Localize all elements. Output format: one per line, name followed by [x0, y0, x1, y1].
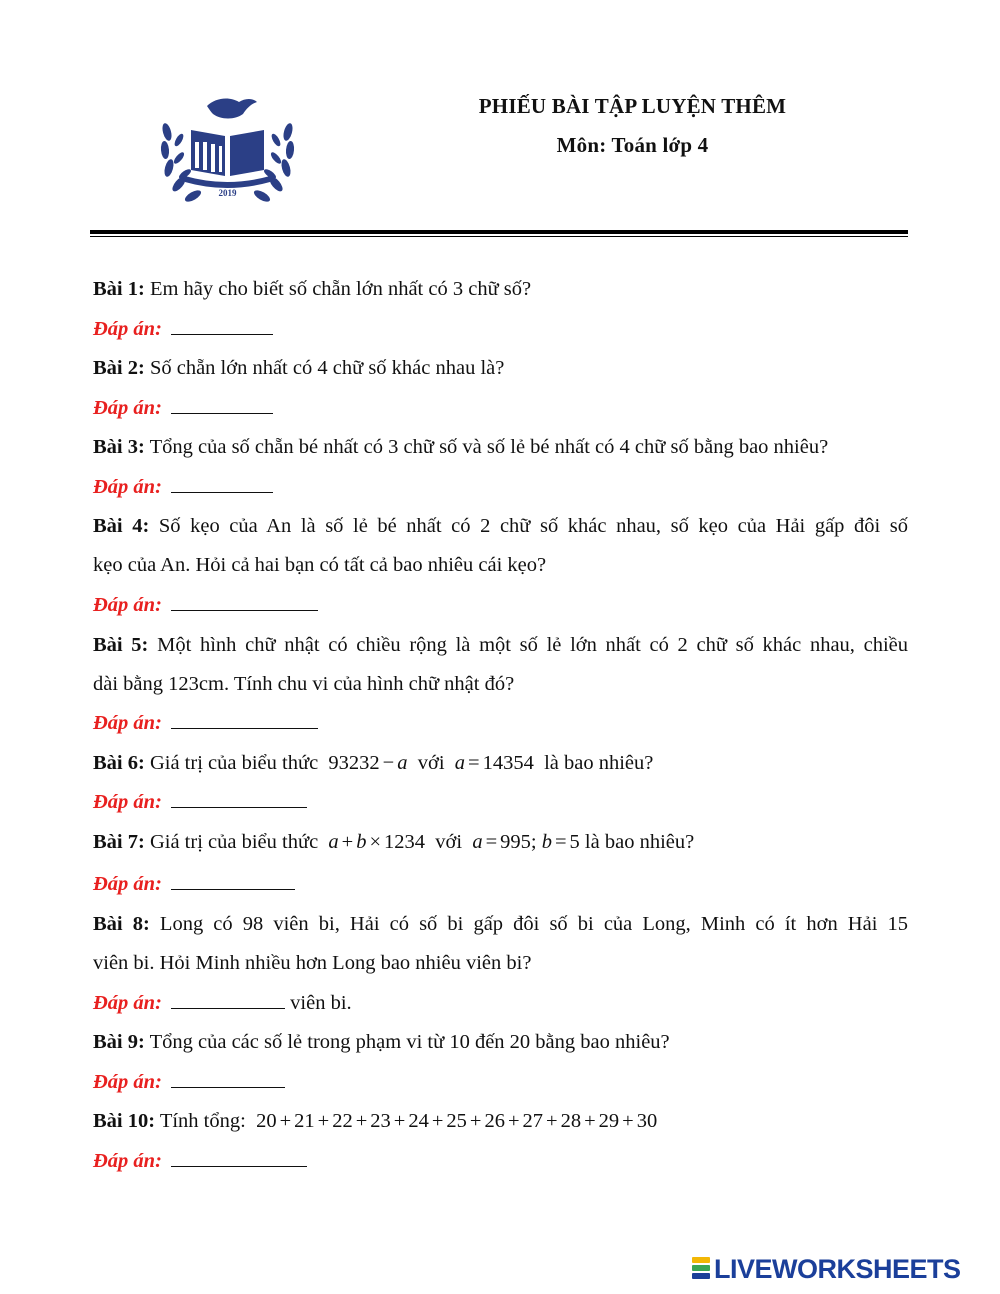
exercise-4-cont — [93, 552, 908, 578]
exercise-text: với — [435, 831, 463, 853]
answer-label: Đáp án: — [93, 992, 162, 1014]
answer-label: Đáp án: — [93, 397, 162, 419]
worksheet-subject: Môn: Toán lớp 4 — [556, 133, 709, 157]
exercise-text: viên bi. Hỏi Minh nhiều hơn Long bao nhiêu viên bi? — [93, 952, 532, 974]
answer-label: Đáp án: — [93, 1071, 162, 1093]
exercise-label: Bài 9: — [93, 1031, 145, 1053]
plus-sign: + — [622, 1110, 634, 1132]
header-divider — [90, 230, 908, 234]
exercise-label: Bài 6: — [93, 752, 145, 774]
plus-sign: + — [584, 1110, 596, 1132]
exercise-9 — [93, 1029, 908, 1055]
plus-sign: + — [431, 1110, 444, 1132]
worksheet-title: PHIẾU BÀI TẬP LUYỆN THÊM — [478, 94, 787, 118]
dove-icon — [207, 99, 257, 119]
math-condition: a = 995; b = 5 — [472, 831, 580, 853]
sum-term: 27 — [522, 1110, 544, 1132]
answer-label: Đáp án: — [93, 712, 162, 734]
plus-sign: + — [546, 1110, 558, 1132]
exercise-text: Em hãy cho biết số chẵn lớn nhất có 3 chữ số? — [149, 278, 532, 300]
answer-blank[interactable] — [171, 1148, 307, 1167]
exercise-6 — [93, 750, 908, 776]
math-expression: a + b × 1234 — [328, 831, 426, 853]
answer-label: Đáp án: — [93, 318, 162, 340]
answer-blank[interactable] — [171, 990, 285, 1009]
exercise-text: Tổng của các số lẻ trong phạm vi từ 10 đến 20 bằng bao nhiêu? — [149, 1031, 670, 1053]
answer-row-4 — [93, 592, 908, 618]
sum-term: 29 — [598, 1110, 620, 1132]
exercise-1 — [93, 276, 908, 302]
sum-term: 30 — [636, 1110, 658, 1132]
plus-sign: + — [469, 1110, 482, 1132]
sum-term: 25 — [446, 1110, 467, 1132]
answer-row-2 — [93, 395, 908, 421]
sum-term: 23 — [370, 1110, 391, 1132]
plus-sign: + — [507, 1110, 520, 1132]
exercise-label: Bài 10: — [93, 1110, 156, 1132]
exercise-text: Tổng của số chẵn bé nhất có 3 chữ số và số lẻ bé nhất có 4 chữ số bằng bao nhiêu? — [149, 436, 829, 458]
exercise-text: Giá trị của biểu thức — [149, 831, 319, 853]
exercise-5-cont — [93, 671, 908, 697]
plus-sign: + — [393, 1110, 406, 1132]
answer-label: Đáp án: — [93, 791, 162, 813]
plus-sign: + — [317, 1110, 330, 1132]
plus-sign: + — [355, 1110, 368, 1132]
answer-blank[interactable] — [171, 474, 273, 493]
liveworksheets-brand — [692, 1254, 992, 1284]
brand-name: LIVEWORKSHEETS — [714, 1253, 961, 1284]
answer-blank[interactable] — [171, 871, 295, 890]
exercise-text: với — [417, 752, 445, 774]
math-expression: 93232 − a — [328, 752, 408, 774]
answer-row-1 — [93, 316, 908, 342]
answer-blank[interactable] — [171, 316, 273, 335]
exercise-label: Bài 3: — [93, 436, 145, 458]
exercise-label: Bài 4: — [93, 515, 150, 537]
exercise-8-cont — [93, 950, 908, 976]
exercise-text: là bao nhiêu? — [584, 831, 695, 853]
exercise-text: Tính tổng: — [159, 1110, 246, 1132]
answer-blank[interactable] — [171, 789, 307, 808]
exercise-label: Bài 7: — [93, 831, 145, 853]
answer-row-3 — [93, 474, 908, 500]
exercise-text: kẹo của An. Hỏi cả hai bạn có tất cả bao nhiêu cái kẹo? — [93, 554, 547, 576]
exercise-text: Số chẵn lớn nhất có 4 chữ số khác nhau là? — [149, 357, 505, 379]
exercise-text: Giá trị của biểu thức — [149, 752, 319, 774]
exercise-text: Long có 98 viên bi, Hải có số bi gấp đôi số bi của Long, Minh có ít hơn Hải 15 — [159, 913, 909, 935]
sum-term: 21 — [294, 1110, 315, 1132]
answer-row-7 — [93, 871, 908, 897]
answer-label: Đáp án: — [93, 594, 162, 616]
sum-term: 22 — [332, 1110, 353, 1132]
exercise-text: Số kẹo của An là số lẻ bé nhất có 2 chữ số khác nhau, số kẹo của Hải gấp đôi số — [158, 515, 909, 537]
exercise-text: là bao nhiêu? — [544, 752, 654, 774]
sum-term: 24 — [408, 1110, 429, 1132]
exercise-4 — [93, 513, 908, 539]
answer-blank[interactable] — [171, 1069, 285, 1088]
liveworksheets-logo-icon — [692, 1257, 710, 1281]
logo-year: 2019 — [218, 188, 237, 198]
answer-row-5 — [93, 710, 908, 736]
sum-term: 26 — [484, 1110, 505, 1132]
exercise-text: dài bằng 123cm. Tính chu vi của hình chữ nhật đó? — [93, 673, 515, 695]
sum-term: 28 — [560, 1110, 582, 1132]
answer-label: Đáp án: — [93, 476, 162, 498]
math-condition: a = 14354 — [454, 752, 534, 774]
exercise-label: Bài 2: — [93, 357, 145, 379]
answer-row-9 — [93, 1069, 908, 1095]
plus-sign: + — [279, 1110, 292, 1132]
school-logo — [155, 92, 300, 214]
answer-blank[interactable] — [171, 395, 273, 414]
sum-term: 20 — [256, 1110, 277, 1132]
exercise-8 — [93, 911, 908, 937]
sum-expression — [251, 1110, 657, 1132]
exercise-2 — [93, 355, 908, 381]
answer-label: Đáp án: — [93, 1150, 162, 1172]
exercise-5 — [93, 632, 908, 658]
answer-row-8 — [93, 990, 908, 1016]
exercise-3 — [93, 434, 908, 460]
exercise-7 — [93, 829, 908, 855]
exercise-label: Bài 1: — [93, 278, 145, 300]
answer-unit: viên bi. — [290, 992, 352, 1014]
answer-blank[interactable] — [171, 592, 318, 611]
header-divider-thin — [90, 236, 908, 237]
answer-label: Đáp án: — [93, 873, 162, 895]
answer-row-10 — [93, 1148, 908, 1174]
exercise-10 — [93, 1108, 908, 1134]
exercise-text: Một hình chữ nhật có chiều rộng là một số lẻ lớn nhất có 2 chữ số khác nhau, chiều — [157, 634, 909, 656]
answer-row-6 — [93, 789, 908, 815]
exercise-label: Bài 5: — [93, 634, 149, 656]
answer-blank[interactable] — [171, 710, 318, 729]
exercise-label: Bài 8: — [93, 913, 150, 935]
open-book-icon — [185, 130, 270, 188]
